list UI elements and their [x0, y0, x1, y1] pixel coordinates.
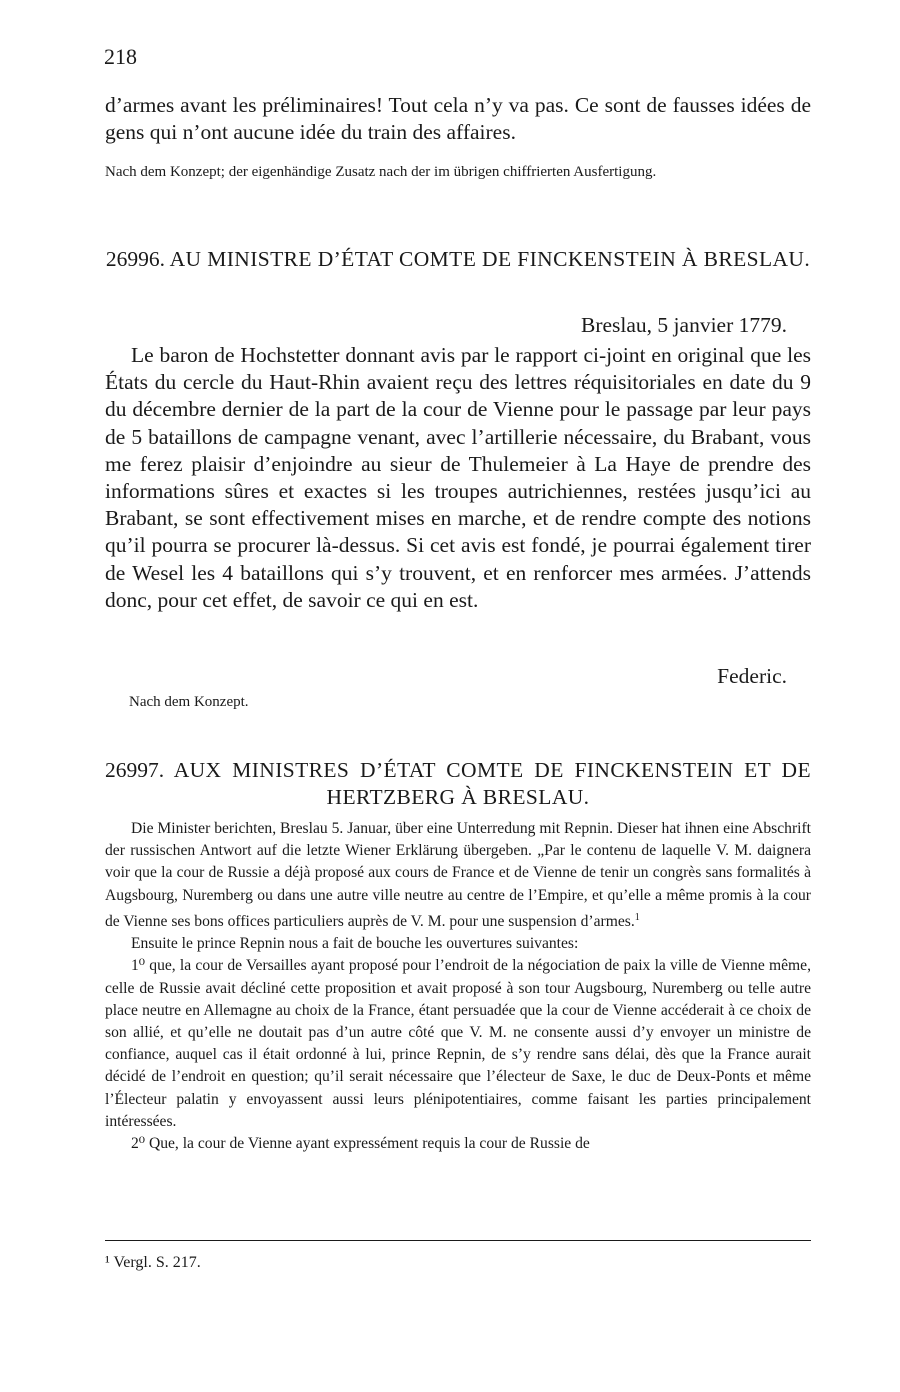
letter-26996-signature: Federic. — [717, 664, 787, 688]
letter-26996-body: Le baron de Hochstetter donnant avis par le rapport ci-joint en original que les États du cercle du Haut-Rhin avaient reçu des lettres réquisitoriales en date du 9 du décembre dernier de la part de la cour de Vienne pour le passage par leur pays de 5 bataillons de campagne venant, avec l’artillerie nécessaire, du Brabant, vous me ferez plaisir d’enjoindre au sieur de Thulemeier à La Haye de prendre des informations sûres et exactes si les troupes autrichiennes, restées jusqu’ici au Brabant, se sont effectivement mises en marche, et de rendre compte des notions qu’il pourra se procurer là-dessus. Si cet avis est fondé, je pourrai également tirer de Wesel les 4 bataillons qui s’y trouvent, et en renforcer mes armées. J’attends donc, pour cet effet, de savoir ce qui en est. — [105, 343, 811, 612]
letter-26996-number: 26996. — [105, 247, 165, 271]
footnote-marker: 1 — [634, 911, 640, 923]
letter-26996-source-note: Nach dem Konzept. — [129, 694, 249, 710]
letter-26997-paragraph-4: 2⁰ Que, la cour de Vienne ayant expressément requis la cour de Russie de — [131, 1135, 590, 1153]
page-number: 218 — [104, 44, 137, 69]
letter-26996-title: AU MINISTRE D’ÉTAT COMTE DE FINCKENSTEIN À BRESLAU. — [169, 247, 811, 271]
letter-26997-paragraph-3: 1⁰ que, la cour de Versailles ayant proposé pour l’endroit de la négociation de paix la ville de Vienne même, celle de Russie avait décliné cette proposition et avait proposé à son tour Augsbourg, Nuremberg ou telle autre place neutre en Allemagne au choix de la France, étant persuadée que la cour de Vienne accéderait à ce choix de son allié, et qu’elle ne doutait pas d’un autre côté que V. M. ne consente aussi d’y envoyer un ministre de confiance, auquel cas il était ordonné à lui, prince Repnin, de s’y rendre sans délai, dès que la France aurait décidé de l’endroit en question; qu’il serait nécessaire que l’électeur de Saxe, le duc de Deux-Ponts et même l’Électeur palatin y envoyassent aussi leurs plénipotentiaires, comme faisant les parties principalement intéressées. — [105, 957, 811, 1130]
letter-26997-paragraph-2: Ensuite le prince Repnin nous a fait de bouche les ouvertures suivantes: — [131, 935, 579, 953]
letter-26996-dateline: Breslau, 5 janvier 1779. — [581, 313, 787, 337]
letter-26997-number: 26997. — [105, 758, 165, 782]
intro-source-note: Nach dem Konzept; der eigenhändige Zusatz nach der im übrigen chiffrierten Ausfertigung. — [105, 164, 657, 180]
letter-26996-heading — [105, 246, 811, 273]
letter-26997-paragraph-1: Die Minister berichten, Breslau 5. Januar, über eine Unterredung mit Repnin. Dieser hat ihnen eine Abschrift der russischen Antwort auf die letzte Wiener Erklärung übergeben. „Par le contenu de laquelle V. M. daignera voir que la cour de Russie a déjà proposé aux cours de France et de Vienne de tenir un congrès sans formalités à Augsbourg, Nuremberg ou dans une autre ville neutre au centre de l’Empire, et qu’elle a même promis à la cour de Vienne ses bons offices particuliers auprès de V. M. pour une suspension d’armes. — [105, 820, 811, 930]
intro-paragraph: d’armes avant les préliminaires! Tout cela n’y va pas. Ce sont de fausses idées de gens qui n’ont aucune idée du train des affaires. — [105, 93, 811, 145]
letter-26997-title: AUX MINISTRES D’ÉTAT COMTE DE FINCKENSTEIN ET DE HERTZBERG À BRESLAU. — [173, 758, 811, 809]
footnote: ¹ Vergl. S. 217. — [105, 1254, 201, 1271]
letter-26997-text — [105, 818, 811, 1155]
footnote-rule — [105, 1240, 811, 1241]
letter-26997-heading — [105, 757, 811, 811]
